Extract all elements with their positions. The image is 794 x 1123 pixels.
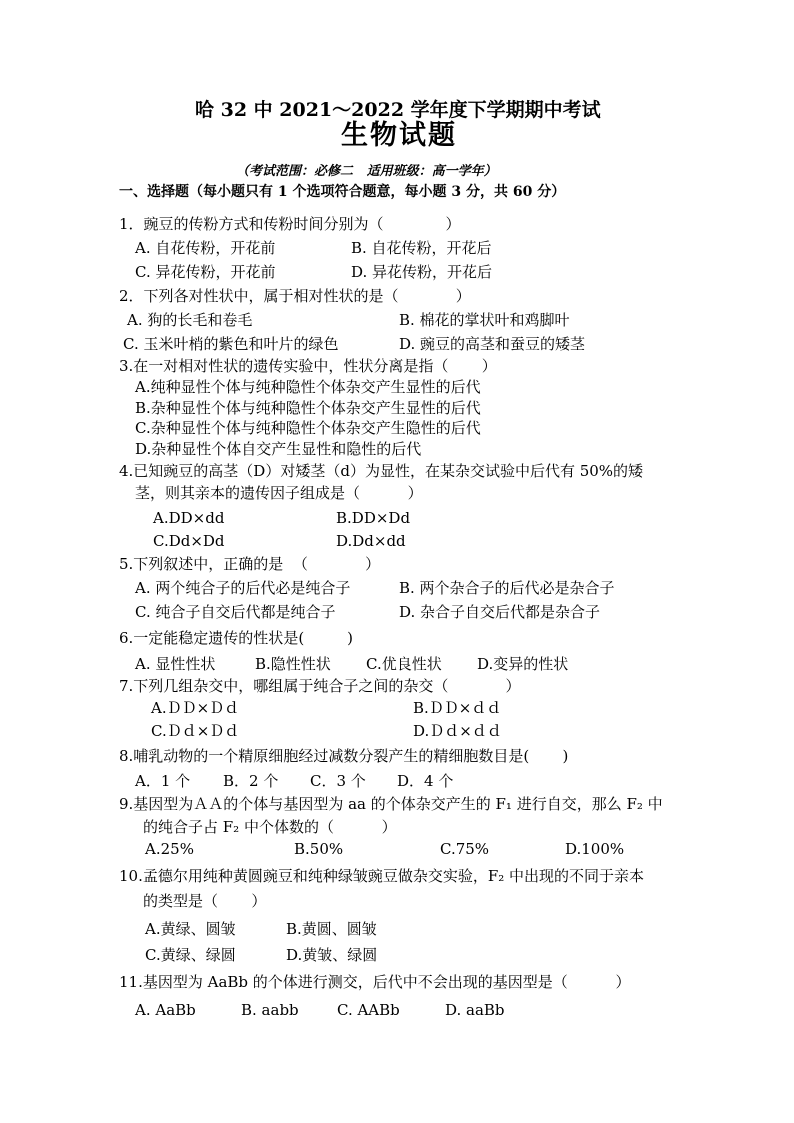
question-11-stem: 11.基因型为 AaBb 的个体进行测交，后代中不会出现的基因型是（ ） <box>119 973 631 991</box>
question-10-stem-line-1: 10.孟德尔用纯种黄圆豌豆和纯种绿皱豌豆做杂交实验，F₂ 中出现的不同于亲本 <box>119 867 645 885</box>
exam-title: 哈 32 中 2021～2022 学年度下学期期中考试 <box>195 99 601 121</box>
question-11-option-b: B. aabb <box>241 1001 299 1019</box>
question-7-option-d: D.Ｄｄ×ｄｄ <box>413 722 502 740</box>
exam-scope: （考试范围：必修二 适用班级：高一学年） <box>236 164 497 179</box>
question-1-option-b: B. 自花传粉，开花后 <box>351 239 492 257</box>
question-2-option-d: D. 豌豆的高茎和蚕豆的矮茎 <box>399 335 586 353</box>
question-9-option-a: A.25% <box>145 840 194 858</box>
question-4-option-d: D.Dd×dd <box>336 532 406 550</box>
subject-title: 生物试题 <box>341 120 457 151</box>
question-5-option-c: C. 纯合子自交后代都是纯合子 <box>135 603 336 621</box>
question-6-option-d: D.变异的性状 <box>477 655 569 673</box>
question-11-option-c: C. AABb <box>337 1001 400 1019</box>
question-2-option-a: A. 狗的长毛和卷毛 <box>127 311 253 329</box>
question-8-option-b: B．2 个 <box>223 772 279 790</box>
question-9-option-d: D.100% <box>565 840 625 858</box>
question-8-option-a: A．1 个 <box>135 772 191 790</box>
question-4-stem-line-2: 茎，则其亲本的遗传因子组成是（ ） <box>135 484 423 502</box>
question-11-option-d: D. aaBb <box>445 1001 505 1019</box>
question-3-option-d: D.杂种显性个体自交产生显性和隐性的后代 <box>135 440 422 458</box>
question-9-option-b: B.50% <box>294 840 344 858</box>
question-8-stem: 8.哺乳动物的一个精原细胞经过减数分裂产生的精细胞数目是( ) <box>119 747 569 765</box>
question-2-option-b: B. 棉花的掌状叶和鸡脚叶 <box>399 311 570 329</box>
question-9-stem-line-2: 的纯合子占 F₂ 中个体数的（ ） <box>143 818 397 836</box>
question-7-option-c: C.Ｄｄ×Ｄｄ <box>151 722 240 740</box>
question-9-stem-line-1: 9.基因型为ＡＡ的个体与基因型为 aa 的个体杂交产生的 F₁ 进行自交，那么 F₂ 中 <box>119 795 663 813</box>
question-2-stem: 2．下列各对性状中，属于相对性状的是（ ） <box>119 287 471 305</box>
question-10-option-a: A.黄绿、圆皱 <box>145 920 236 938</box>
question-1-option-c: C. 异花传粉，开花前 <box>135 263 276 281</box>
question-10-stem-line-2: 的类型是（ ） <box>143 892 267 910</box>
question-7-option-a: A.ＤＤ×Ｄｄ <box>151 699 240 717</box>
question-4-option-a: A.DD×dd <box>153 509 225 527</box>
question-1-stem: 1．豌豆的传粉方式和传粉时间分别为（ ） <box>119 215 461 233</box>
question-1-option-a: A. 自花传粉，开花前 <box>135 239 276 257</box>
question-5-option-b: B. 两个杂合子的后代必是杂合子 <box>399 579 615 597</box>
question-9-option-c: C.75% <box>440 840 490 858</box>
question-3-option-a: A.纯种显性个体与纯种隐性个体杂交产生显性的后代 <box>135 378 481 396</box>
question-7-stem: 7.下列几组杂交中，哪组属于纯合子之间的杂交（ ） <box>119 677 521 695</box>
question-5-option-d: D. 杂合子自交后代都是杂合子 <box>399 603 601 621</box>
question-6-option-c: C.优良性状 <box>366 655 442 673</box>
question-1-option-d: D. 异花传粉，开花后 <box>351 263 493 281</box>
question-8-option-d: D．4 个 <box>397 772 454 790</box>
question-6-stem: 6.一定能稳定遗传的性状是( ) <box>119 629 353 647</box>
question-6-option-a: A. 显性性状 <box>135 655 216 673</box>
question-10-option-c: C.黄绿、绿圆 <box>145 946 236 964</box>
question-4-option-c: C.Dd×Dd <box>153 532 225 550</box>
question-4-option-b: B.DD×Dd <box>336 509 411 527</box>
question-2-option-c: C. 玉米叶梢的紫色和叶片的绿色 <box>123 335 339 353</box>
question-11-option-a: A. AaBb <box>135 1001 196 1019</box>
question-5-option-a: A. 两个纯合子的后代必是纯合子 <box>135 579 351 597</box>
question-10-option-b: B.黄圆、圆皱 <box>286 920 377 938</box>
question-3-stem: 3.在一对相对性状的遗传实验中，性状分离是指（ ） <box>119 357 497 375</box>
question-10-option-d: D.黄皱、绿圆 <box>286 946 378 964</box>
question-8-option-c: C．3 个 <box>310 772 366 790</box>
question-4-stem-line-1: 4.已知豌豆的高茎（D）对矮茎（d）为显性，在某杂交试验中后代有 50%的矮 <box>119 462 644 480</box>
question-6-option-b: B.隐性性状 <box>255 655 331 673</box>
question-3-option-c: C.杂种显性个体与纯种隐性个体杂交产生隐性的后代 <box>135 419 481 437</box>
question-5-stem: 5.下列叙述中，正确的是 （ ） <box>119 555 381 573</box>
section-heading: 一、选择题（每小题只有 1 个选项符合题意，每小题 3 分，共 60 分） <box>119 184 566 200</box>
question-3-option-b: B.杂种显性个体与纯种隐性个体杂交产生显性的后代 <box>135 399 481 417</box>
question-7-option-b: B.ＤＤ×ｄｄ <box>413 699 502 717</box>
